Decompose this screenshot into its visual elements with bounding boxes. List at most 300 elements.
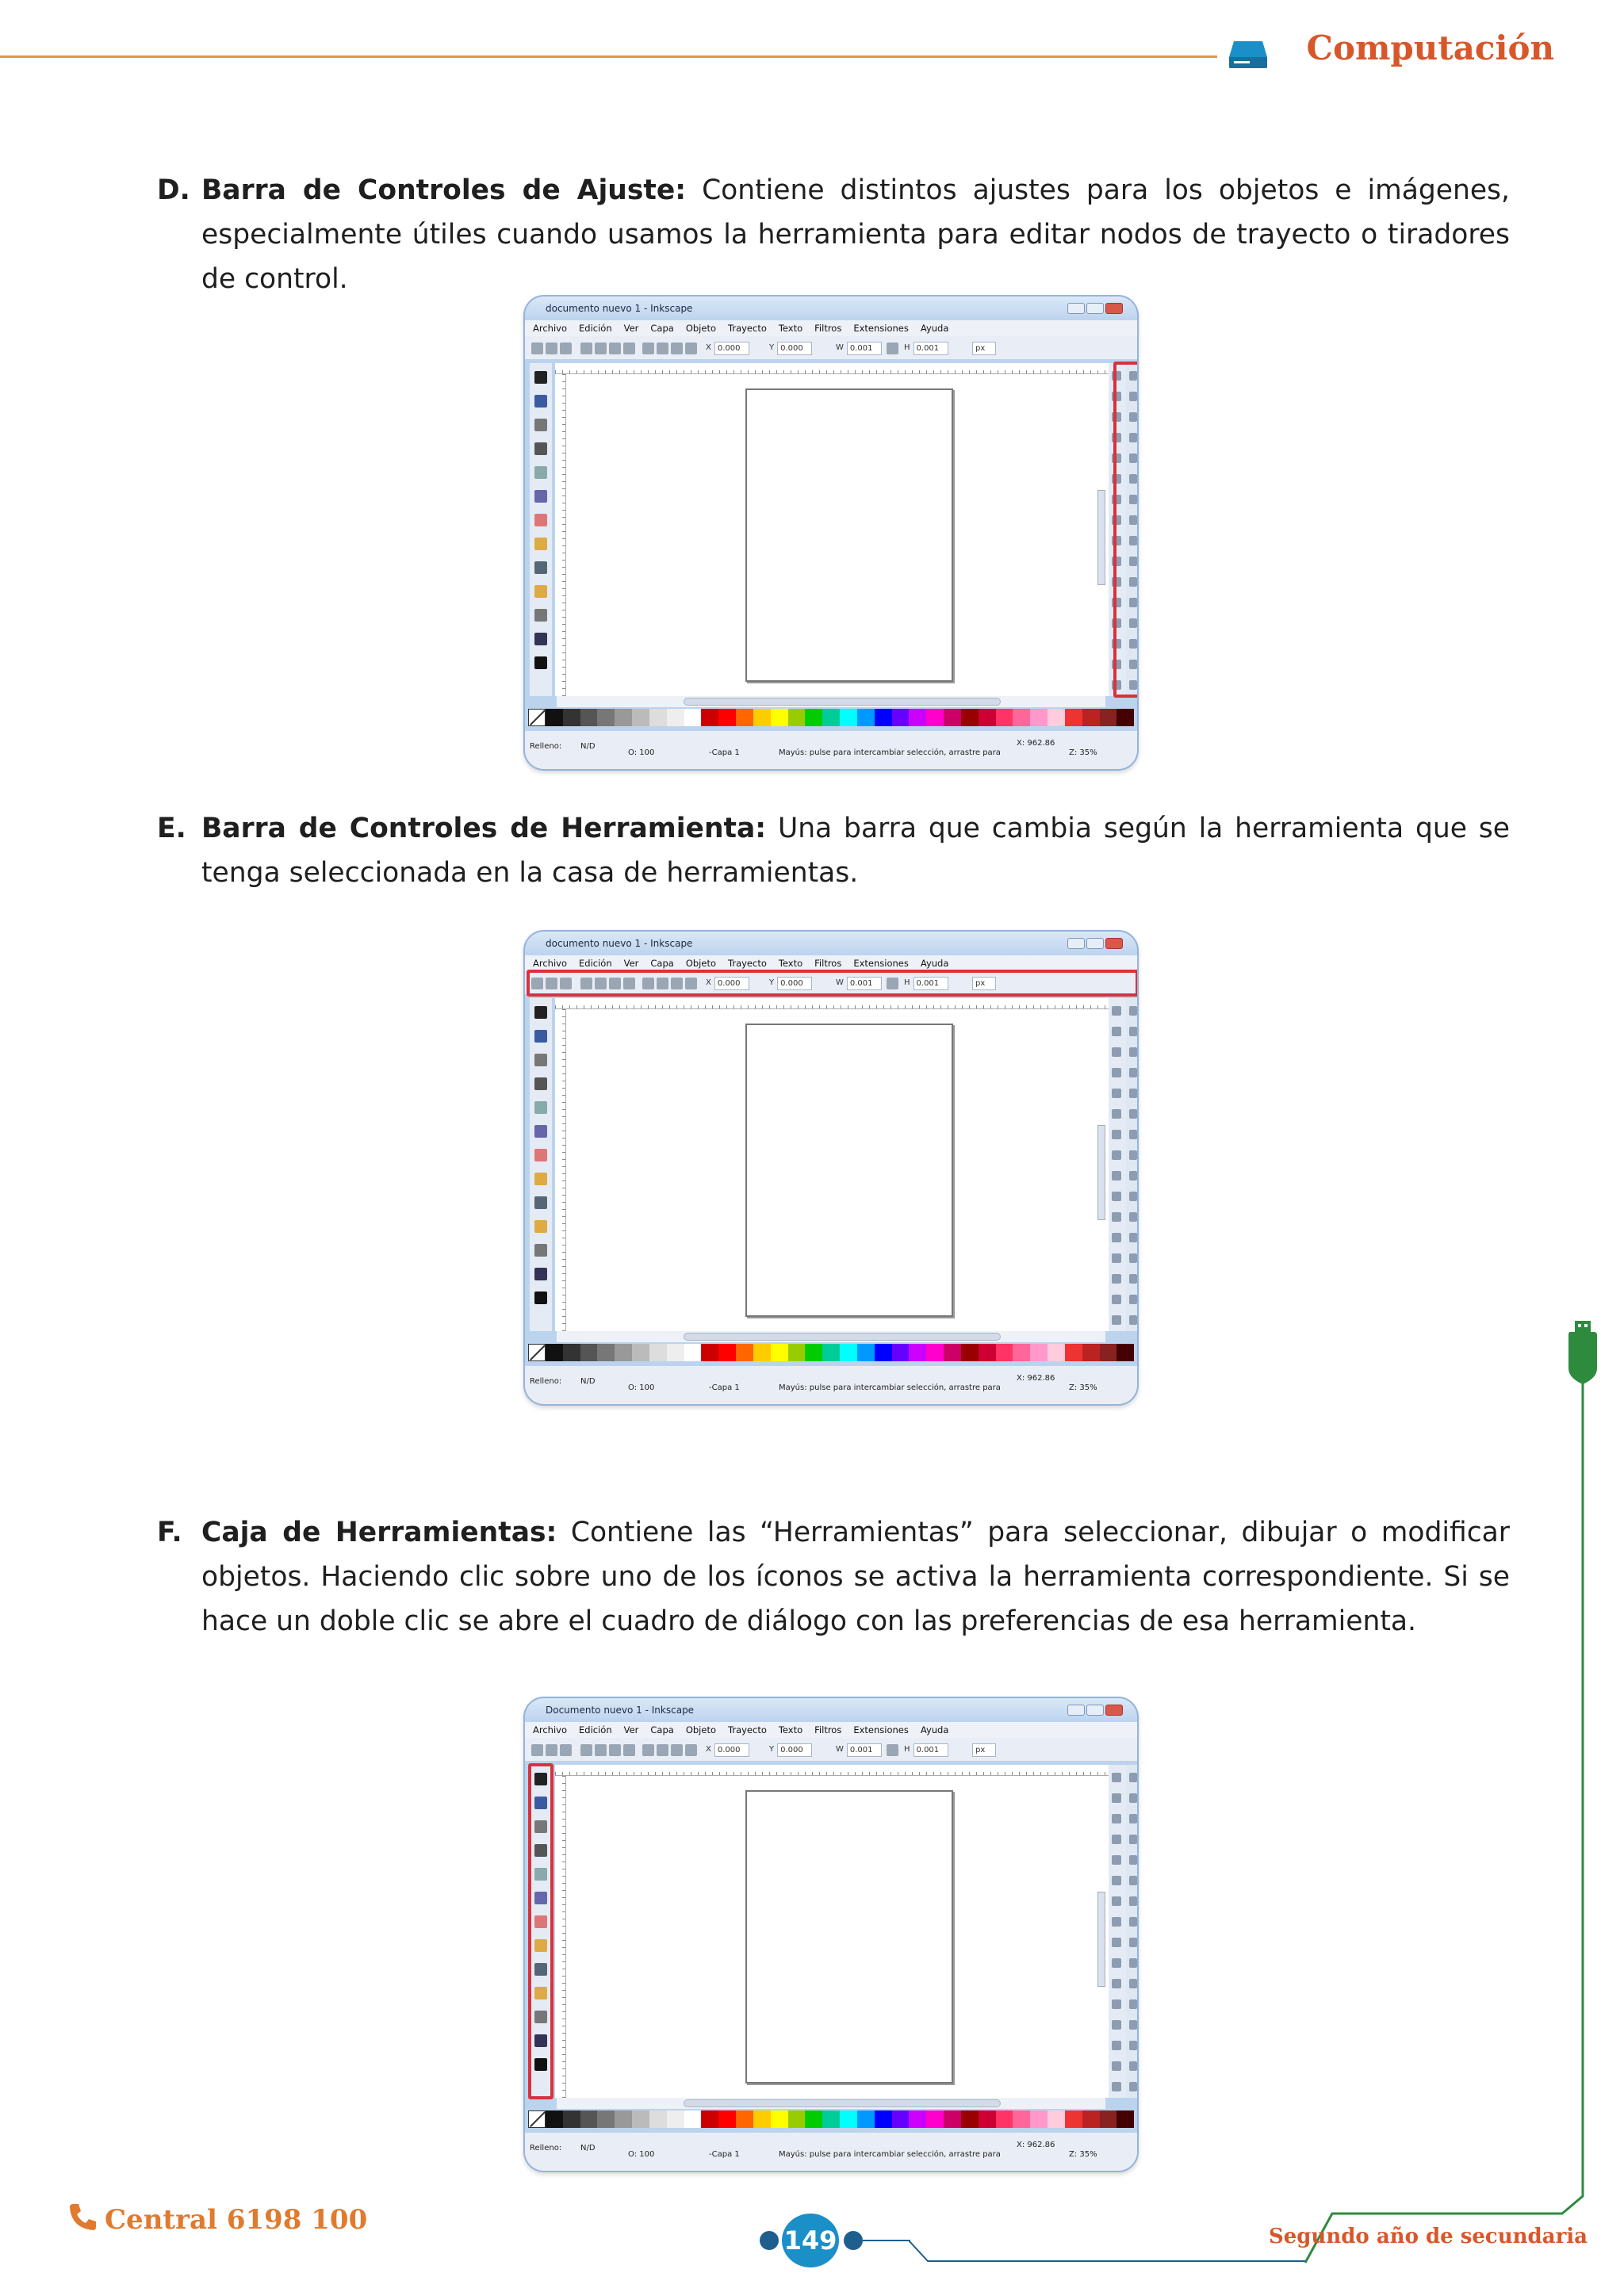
commands-bar bbox=[1109, 998, 1126, 1331]
control-icon bbox=[623, 1744, 635, 1756]
command-icon bbox=[1112, 1876, 1121, 1885]
header-rule bbox=[0, 55, 1217, 58]
color-swatch bbox=[875, 1344, 892, 1361]
3dbox-tool-icon bbox=[534, 490, 547, 503]
color-swatch bbox=[840, 1344, 857, 1361]
control-icon bbox=[623, 342, 635, 354]
color-swatch bbox=[788, 2110, 806, 2128]
pencil-tool-icon bbox=[534, 585, 547, 598]
command-icon bbox=[1112, 1212, 1121, 1222]
snap-icon bbox=[1129, 1233, 1137, 1242]
color-swatch bbox=[788, 709, 806, 726]
color-swatch bbox=[892, 2110, 910, 2128]
color-palette bbox=[528, 1344, 1134, 1361]
command-icon bbox=[1112, 1068, 1121, 1077]
maximize-icon bbox=[1086, 303, 1104, 314]
color-swatch bbox=[788, 1344, 806, 1361]
tool-controls-bar-highlight bbox=[527, 970, 1139, 997]
no-color-swatch bbox=[528, 709, 546, 726]
horizontal-ruler bbox=[555, 1765, 1109, 1776]
color-swatch bbox=[1116, 709, 1134, 726]
page-header-title: Computación bbox=[1306, 29, 1554, 67]
color-swatch bbox=[1065, 1344, 1082, 1361]
color-swatch bbox=[875, 709, 892, 726]
command-icon bbox=[1112, 1938, 1121, 1947]
command-icon bbox=[1112, 2082, 1121, 2091]
color-swatch bbox=[615, 1344, 632, 1361]
fill-label: Relleno: bbox=[530, 742, 562, 751]
minimize-icon bbox=[1067, 938, 1085, 949]
no-color-swatch bbox=[528, 2110, 546, 2128]
color-swatch bbox=[1013, 709, 1030, 726]
snap-icon bbox=[1129, 1295, 1137, 1304]
color-swatch bbox=[1065, 709, 1082, 726]
control-icon bbox=[595, 342, 607, 354]
control-icon bbox=[609, 342, 621, 354]
color-swatch bbox=[1082, 1344, 1100, 1361]
color-swatch bbox=[580, 709, 598, 726]
fill-value: N/D bbox=[580, 742, 596, 751]
color-swatch bbox=[649, 709, 667, 726]
command-icon bbox=[1112, 1027, 1121, 1036]
snap-icon bbox=[1129, 1027, 1137, 1036]
color-swatch bbox=[1030, 709, 1048, 726]
menu-item: Objeto bbox=[685, 323, 716, 334]
menu-item: Archivo bbox=[533, 1724, 567, 1735]
color-swatch bbox=[597, 1344, 615, 1361]
color-swatch bbox=[926, 2110, 944, 2128]
pen-tool-icon bbox=[534, 609, 547, 622]
calligraphy-tool-icon bbox=[534, 1268, 547, 1280]
tweak-tool-icon bbox=[534, 419, 547, 431]
color-swatch bbox=[822, 1344, 840, 1361]
window-titlebar bbox=[525, 297, 1137, 320]
maximize-icon bbox=[1086, 1705, 1104, 1716]
color-swatch bbox=[961, 2110, 979, 2128]
color-swatch bbox=[597, 709, 615, 726]
color-swatch bbox=[580, 1344, 598, 1361]
color-swatch bbox=[649, 2110, 667, 2128]
command-icon bbox=[1112, 1047, 1121, 1057]
color-swatch bbox=[615, 2110, 632, 2128]
zoom-value: Z: 35% bbox=[1069, 2150, 1097, 2159]
snap-icon bbox=[1129, 2082, 1137, 2091]
spiral-tool-icon bbox=[534, 1196, 547, 1209]
coordinate-field: X 0.000 bbox=[706, 342, 749, 355]
cursor-x: X: 962.86 bbox=[1017, 2141, 1055, 2149]
rectangle-tool-icon bbox=[534, 1101, 547, 1114]
snap-icon bbox=[1129, 1315, 1137, 1325]
color-swatch bbox=[632, 709, 649, 726]
color-swatch bbox=[753, 1344, 771, 1361]
coordinate-field: Y 0.000 bbox=[769, 342, 812, 355]
snap-icon bbox=[1129, 1855, 1137, 1865]
coordinate-field: X 0.000 bbox=[706, 977, 749, 990]
control-icon bbox=[560, 1744, 572, 1756]
color-swatch bbox=[667, 2110, 684, 2128]
no-color-swatch bbox=[528, 1344, 546, 1361]
snap-icon bbox=[1129, 1253, 1137, 1263]
menu-item: Archivo bbox=[533, 958, 567, 969]
snap-icon bbox=[1129, 1212, 1137, 1222]
snap-icon bbox=[1129, 2041, 1137, 2050]
zoom-tool-icon bbox=[534, 442, 547, 455]
page-number: 149 bbox=[782, 2214, 839, 2267]
layer-select: -Capa 1 bbox=[709, 1383, 740, 1392]
menu-item: Archivo bbox=[533, 323, 567, 334]
coordinate-field: W 0.001 bbox=[836, 342, 882, 355]
commands-bar bbox=[1109, 1765, 1126, 2098]
control-icon bbox=[671, 342, 683, 354]
window-buttons bbox=[1067, 938, 1123, 949]
phone-icon bbox=[67, 2201, 98, 2233]
control-icon bbox=[685, 342, 697, 354]
color-swatch bbox=[1100, 1344, 1117, 1361]
maximize-icon bbox=[1086, 938, 1104, 949]
color-swatch bbox=[753, 709, 771, 726]
color-swatch bbox=[996, 2110, 1013, 2128]
color-swatch bbox=[753, 2110, 771, 2128]
coordinate-field: W 0.001 bbox=[836, 977, 882, 990]
drawing-canvas bbox=[555, 998, 1109, 1331]
snap-icon bbox=[1129, 1171, 1137, 1181]
fill-label: Relleno: bbox=[530, 1377, 562, 1386]
snap-icon bbox=[1129, 1089, 1137, 1098]
menu-item: Texto bbox=[778, 323, 803, 334]
window-buttons bbox=[1067, 1705, 1123, 1716]
color-swatch bbox=[1082, 709, 1100, 726]
vertical-scrollbar bbox=[1097, 490, 1105, 585]
menu-item: Capa bbox=[650, 958, 674, 969]
vertical-ruler bbox=[555, 1009, 566, 1331]
menu-item: Edición bbox=[579, 958, 612, 969]
control-icon bbox=[580, 1744, 592, 1756]
star-tool-icon bbox=[534, 538, 547, 550]
snap-icon bbox=[1129, 1835, 1137, 1844]
layer-select: -Capa 1 bbox=[709, 748, 740, 757]
menu-item: Ayuda bbox=[920, 323, 949, 334]
drawing-canvas bbox=[555, 363, 1109, 696]
section-letter: D. bbox=[157, 174, 190, 206]
section-text: Contiene las “Herramientas” para seleccionar, dibujar o modificar objetos. Haciendo clic sobre uno de los íconos se activa la herramienta correspondiente. Si se hace un doble clic se abre el cuadro de diálogo con las preferencias de esa herramienta. bbox=[201, 1517, 1510, 1637]
control-icon bbox=[642, 342, 654, 354]
command-icon bbox=[1112, 1233, 1121, 1242]
cursor-x: X: 962.86 bbox=[1017, 739, 1055, 748]
menu-item: Edición bbox=[579, 1724, 612, 1735]
snap-icon bbox=[1129, 1814, 1137, 1823]
ellipse-tool-icon bbox=[534, 1149, 547, 1161]
color-swatch bbox=[1082, 2110, 1100, 2128]
menu-item: Filtros bbox=[814, 958, 842, 969]
color-swatch bbox=[1065, 2110, 1082, 2128]
command-icon bbox=[1112, 1109, 1121, 1119]
close-icon bbox=[1105, 938, 1123, 949]
menu-bar bbox=[525, 320, 1137, 336]
color-swatch bbox=[996, 1344, 1013, 1361]
snap-icon bbox=[1129, 1109, 1137, 1119]
color-swatch bbox=[822, 709, 840, 726]
color-swatch bbox=[1116, 2110, 1134, 2128]
scroll-thumb bbox=[684, 1333, 1001, 1341]
menu-item: Trayecto bbox=[728, 323, 767, 334]
menu-item: Filtros bbox=[814, 323, 842, 334]
tool-controls-bar bbox=[525, 336, 1137, 360]
command-icon bbox=[1112, 2041, 1121, 2050]
opacity-value: O: 100 bbox=[628, 2150, 655, 2159]
snap-icon bbox=[1129, 1999, 1137, 2009]
document-page bbox=[745, 388, 953, 682]
snap-controls-bar-highlight bbox=[1113, 362, 1139, 698]
control-icon bbox=[685, 1744, 697, 1756]
snap-icon bbox=[1129, 2020, 1137, 2030]
horizontal-ruler bbox=[555, 363, 1109, 374]
calligraphy-tool-icon bbox=[534, 633, 547, 645]
menu-item: Texto bbox=[778, 958, 803, 969]
command-icon bbox=[1112, 1171, 1121, 1181]
color-swatch bbox=[546, 1344, 563, 1361]
horizontal-scrollbar bbox=[557, 1331, 1105, 1342]
snap-icon bbox=[1129, 1773, 1137, 1782]
color-swatch bbox=[563, 1344, 580, 1361]
command-icon bbox=[1112, 1315, 1121, 1325]
section-d bbox=[157, 168, 1510, 301]
command-icon bbox=[1112, 1958, 1121, 1968]
window-titlebar bbox=[525, 932, 1137, 955]
control-icon bbox=[642, 1744, 654, 1756]
zoom-tool-icon bbox=[534, 1077, 547, 1090]
snap-controls-bar bbox=[1126, 998, 1139, 1331]
menu-item: Texto bbox=[778, 1724, 803, 1735]
coordinate-field: H 0.001 bbox=[904, 1743, 948, 1757]
fill-value: N/D bbox=[580, 2144, 596, 2152]
command-icon bbox=[1112, 2020, 1121, 2030]
menu-item: Ayuda bbox=[920, 958, 949, 969]
menu-item: Ver bbox=[623, 323, 639, 334]
command-icon bbox=[1112, 1814, 1121, 1823]
unit-select: px bbox=[969, 977, 996, 990]
coordinate-field: W 0.001 bbox=[836, 1743, 882, 1757]
menu-item: Ver bbox=[623, 1724, 639, 1735]
color-swatch bbox=[632, 2110, 649, 2128]
color-swatch bbox=[857, 709, 875, 726]
color-swatch bbox=[1100, 709, 1117, 726]
color-swatch bbox=[909, 709, 926, 726]
command-icon bbox=[1112, 1979, 1121, 1988]
inkscape-screenshot bbox=[523, 1697, 1139, 2172]
menu-item: Extensiones bbox=[853, 958, 909, 969]
color-swatch bbox=[979, 2110, 996, 2128]
zoom-value: Z: 35% bbox=[1069, 1383, 1097, 1392]
vertical-scrollbar bbox=[1097, 1892, 1105, 1987]
snap-icon bbox=[1129, 1068, 1137, 1077]
status-message: Mayús: pulse para intercambiar selección, arrastre para bbox=[779, 2150, 1001, 2159]
node-tool-icon bbox=[534, 395, 547, 408]
coordinate-field: H 0.001 bbox=[904, 977, 948, 990]
inkscape-screenshot bbox=[523, 295, 1139, 771]
horizontal-scrollbar bbox=[557, 696, 1105, 707]
color-swatch bbox=[580, 2110, 598, 2128]
color-swatch bbox=[771, 709, 788, 726]
color-swatch bbox=[546, 2110, 563, 2128]
status-bar bbox=[525, 731, 1137, 771]
status-message: Mayús: pulse para intercambiar selección, arrastre para bbox=[779, 748, 1001, 757]
color-swatch bbox=[822, 2110, 840, 2128]
snap-icon bbox=[1129, 1896, 1137, 1906]
color-swatch bbox=[857, 1344, 875, 1361]
color-swatch bbox=[667, 709, 684, 726]
coordinate-field: X 0.000 bbox=[706, 1743, 749, 1757]
toolbox bbox=[530, 363, 552, 696]
color-swatch bbox=[718, 709, 736, 726]
text-tool-icon bbox=[534, 656, 547, 669]
menu-item: Ver bbox=[623, 958, 639, 969]
snap-icon bbox=[1129, 1979, 1137, 1988]
menu-item: Objeto bbox=[685, 1724, 716, 1735]
section-text: Contiene distintos ajustes para los objetos e imágenes, especialmente útiles cuando usamos la herramienta para editar nodos de trayecto o tiradores de control. bbox=[201, 174, 1510, 295]
section-letter: E. bbox=[157, 813, 186, 844]
color-swatch bbox=[718, 2110, 736, 2128]
color-swatch bbox=[805, 2110, 822, 2128]
control-icon bbox=[580, 342, 592, 354]
toolbox bbox=[530, 998, 552, 1331]
snap-icon bbox=[1129, 1876, 1137, 1885]
menu-item: Trayecto bbox=[728, 1724, 767, 1735]
color-swatch bbox=[1030, 1344, 1048, 1361]
command-icon bbox=[1112, 1999, 1121, 2009]
text-tool-icon bbox=[534, 1292, 547, 1304]
control-icon bbox=[531, 342, 543, 354]
command-icon bbox=[1112, 1274, 1121, 1284]
snap-icon bbox=[1129, 1958, 1137, 1968]
minimize-icon bbox=[1067, 1705, 1085, 1716]
footer-line bbox=[909, 2236, 1305, 2267]
coordinate-field: H 0.001 bbox=[904, 342, 948, 355]
menu-item: Ayuda bbox=[920, 1724, 949, 1735]
inkscape-screenshot bbox=[523, 930, 1139, 1406]
control-icon bbox=[595, 1744, 607, 1756]
menu-item: Capa bbox=[650, 323, 674, 334]
footer-level: Segundo año de secundaria bbox=[1268, 2225, 1588, 2248]
menu-item: Objeto bbox=[685, 958, 716, 969]
color-swatch bbox=[892, 1344, 910, 1361]
command-icon bbox=[1112, 1773, 1121, 1782]
color-palette bbox=[528, 2110, 1134, 2128]
snap-icon bbox=[1129, 1130, 1137, 1139]
section-term: Barra de Controles de Herramienta: bbox=[201, 813, 767, 844]
color-swatch bbox=[909, 1344, 926, 1361]
spiral-tool-icon bbox=[534, 561, 547, 574]
color-swatch bbox=[996, 709, 1013, 726]
menu-item: Capa bbox=[650, 1724, 674, 1735]
menu-item: Trayecto bbox=[728, 958, 767, 969]
ellipse-tool-icon bbox=[534, 514, 547, 526]
control-icon bbox=[657, 342, 668, 354]
pen-tool-icon bbox=[534, 1244, 547, 1257]
color-swatch bbox=[649, 1344, 667, 1361]
section-text: Una barra que cambia según la herramienta que se tenga seleccionada en la casa de herramientas. bbox=[201, 813, 1510, 889]
document-page bbox=[745, 1024, 953, 1317]
close-icon bbox=[1105, 1705, 1123, 1716]
color-swatch bbox=[1048, 2110, 1065, 2128]
zoom-value: Z: 35% bbox=[1069, 748, 1097, 757]
color-swatch bbox=[667, 1344, 684, 1361]
scroll-thumb bbox=[684, 2099, 1001, 2107]
coordinate-field: Y 0.000 bbox=[769, 977, 812, 990]
color-swatch bbox=[875, 2110, 892, 2128]
control-icon bbox=[671, 1744, 683, 1756]
color-swatch bbox=[597, 2110, 615, 2128]
page-dot-right bbox=[844, 2231, 863, 2250]
color-swatch bbox=[563, 709, 580, 726]
command-icon bbox=[1112, 1793, 1121, 1803]
drawing-canvas bbox=[555, 1765, 1109, 2098]
command-icon bbox=[1112, 1295, 1121, 1304]
lock-icon bbox=[887, 342, 898, 354]
command-icon bbox=[1112, 1192, 1121, 1201]
control-icon bbox=[609, 1744, 621, 1756]
horizontal-scrollbar bbox=[557, 2098, 1105, 2109]
tweak-tool-icon bbox=[534, 1054, 547, 1066]
color-swatch bbox=[684, 1344, 702, 1361]
color-swatch bbox=[632, 1344, 649, 1361]
color-swatch bbox=[909, 2110, 926, 2128]
snap-icon bbox=[1129, 1917, 1137, 1927]
star-tool-icon bbox=[534, 1173, 547, 1185]
command-icon bbox=[1112, 1896, 1121, 1906]
color-swatch bbox=[615, 709, 632, 726]
document-page bbox=[745, 1790, 953, 2084]
scroll-thumb bbox=[684, 698, 1001, 706]
window-title: Documento nuevo 1 - Inkscape bbox=[546, 1705, 695, 1716]
vertical-scrollbar bbox=[1097, 1125, 1105, 1220]
node-tool-icon bbox=[534, 1030, 547, 1043]
color-swatch bbox=[771, 1344, 788, 1361]
cursor-x: X: 962.86 bbox=[1017, 1374, 1055, 1383]
color-swatch bbox=[805, 1344, 822, 1361]
color-swatch bbox=[684, 709, 702, 726]
snap-icon bbox=[1129, 1150, 1137, 1160]
unit-select: px bbox=[969, 1743, 996, 1757]
section-letter: F. bbox=[157, 1517, 182, 1548]
snap-icon bbox=[1129, 2061, 1137, 2071]
page-dot-left bbox=[760, 2231, 779, 2250]
status-message: Mayús: pulse para intercambiar selección, arrastre para bbox=[779, 1383, 1001, 1392]
minimize-icon bbox=[1067, 303, 1085, 314]
menu-item: Extensiones bbox=[853, 323, 909, 334]
menu-bar bbox=[525, 955, 1137, 971]
control-icon bbox=[546, 1744, 557, 1756]
color-swatch bbox=[736, 2110, 753, 2128]
color-swatch bbox=[736, 709, 753, 726]
window-titlebar bbox=[525, 1698, 1137, 1722]
control-icon bbox=[657, 1744, 668, 1756]
command-icon bbox=[1112, 1006, 1121, 1016]
command-icon bbox=[1112, 1855, 1121, 1865]
page-connector bbox=[863, 2240, 910, 2241]
command-icon bbox=[1112, 1150, 1121, 1160]
color-swatch bbox=[961, 709, 979, 726]
color-swatch bbox=[1048, 1344, 1065, 1361]
fill-label: Relleno: bbox=[530, 2144, 562, 2152]
color-swatch bbox=[718, 1344, 736, 1361]
color-swatch bbox=[736, 1344, 753, 1361]
coordinate-field: Y 0.000 bbox=[769, 1743, 812, 1757]
snap-icon bbox=[1129, 1006, 1137, 1016]
window-title: documento nuevo 1 - Inkscape bbox=[546, 938, 693, 949]
menu-item: Edición bbox=[579, 323, 612, 334]
color-swatch bbox=[805, 709, 822, 726]
3dbox-tool-icon bbox=[534, 1125, 547, 1138]
